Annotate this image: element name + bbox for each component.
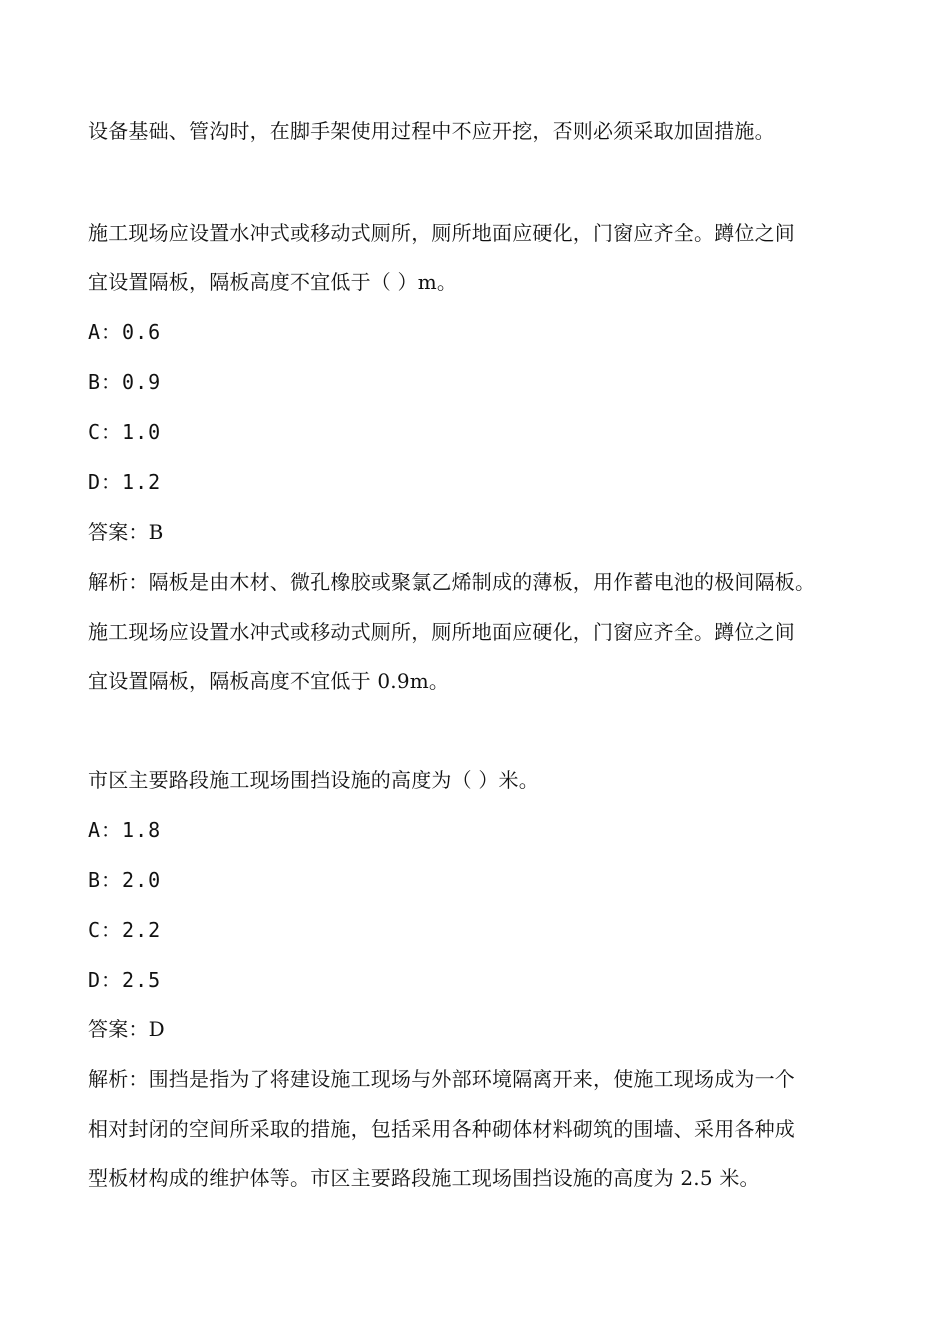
- question-1-option-d: D：1.2: [88, 470, 162, 494]
- question-1-stem-line-1: 施工现场应设置水冲式或移动式厕所，厕所地面应硬化，门窗应齐全。蹲位之间: [88, 221, 795, 245]
- question-2-answer: 答案：D: [88, 1017, 165, 1041]
- question-2-option-b: B：2.0: [88, 868, 162, 892]
- question-1-option-c: C：1.0: [88, 420, 162, 444]
- question-2-analysis-line-3: 型板材构成的维护体等。市区主要路段施工现场围挡设施的高度为 2.5 米。: [88, 1166, 760, 1190]
- question-2-analysis-line-2: 相对封闭的空间所采取的措施，包括采用各种砌体材料砌筑的围墙、采用各种成: [88, 1117, 795, 1141]
- question-1-analysis-line-2: 施工现场应设置水冲式或移动式厕所，厕所地面应硬化，门窗应齐全。蹲位之间: [88, 620, 795, 644]
- question-1-analysis-line-1: 解析：隔板是由木材、微孔橡胶或聚氯乙烯制成的薄板，用作蓄电池的极间隔板。: [88, 570, 816, 594]
- question-2-option-a: A：1.8: [88, 818, 162, 842]
- question-1-analysis-line-3: 宜设置隔板，隔板高度不宜低于 0.9m。: [88, 669, 450, 693]
- question-2-option-d: D：2.5: [88, 968, 162, 992]
- question-2-analysis-line-1: 解析：围挡是指为了将建设施工现场与外部环境隔离开来，使施工现场成为一个: [88, 1067, 795, 1091]
- question-1-answer: 答案：B: [88, 520, 164, 544]
- question-1-stem-line-2: 宜设置隔板，隔板高度不宜低于（ ）m。: [88, 270, 458, 294]
- intro-paragraph: 设备基础、管沟时，在脚手架使用过程中不应开挖，否则必须采取加固措施。: [88, 119, 775, 143]
- question-2-stem-line-1: 市区主要路段施工现场围挡设施的高度为（ ）米。: [88, 768, 539, 792]
- question-2-option-c: C：2.2: [88, 918, 162, 942]
- question-1-option-b: B：0.9: [88, 370, 162, 394]
- question-1-option-a: A：0.6: [88, 320, 162, 344]
